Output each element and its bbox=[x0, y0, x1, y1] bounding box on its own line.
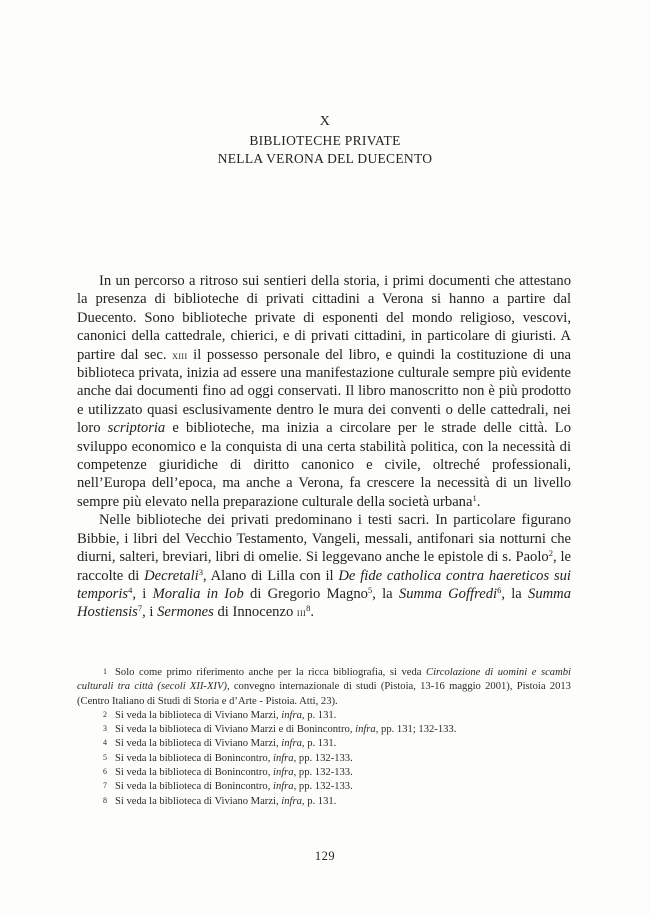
footnote-number: 1 bbox=[103, 667, 107, 676]
text-run: , p. 131. bbox=[301, 795, 337, 807]
italic-title: Summa Hostiensis bbox=[77, 585, 572, 621]
footnote-ref[interactable]: 4 bbox=[128, 584, 133, 595]
text-run: Si veda la biblioteca di Viviano Marzi e di Bonincontro, bbox=[115, 724, 356, 736]
footnote-number: 5 bbox=[103, 752, 107, 762]
italic-term: infra bbox=[273, 781, 294, 793]
text-run: Nelle biblioteche dei privati predominano i testi sacri. In particolare figurano Bibbie, i libri del Vecchio Testamento, Vangeli, messali, antifonari sia notturni che diurni, salteri, breviari, libri di omelie. Si leggevano anche le epistole di s. Paolo bbox=[77, 512, 571, 566]
italic-title: De fide catholica contra haereticos sui temporis bbox=[77, 567, 571, 602]
text-run: , pp. 132-133. bbox=[293, 781, 353, 793]
text-run: , pp. 132-133. bbox=[293, 752, 353, 764]
chapter-title-line-1: BIBLIOTECHE PRIVATE bbox=[249, 133, 401, 148]
footnotes bbox=[77, 666, 571, 809]
chapter-number: X bbox=[319, 114, 331, 129]
footnote-5 bbox=[77, 752, 571, 766]
text-run: di Innocenzo bbox=[213, 604, 297, 621]
text-run: , p. 131. bbox=[301, 709, 337, 721]
footnote-ref[interactable]: 6 bbox=[497, 584, 502, 595]
italic-title: Circolazione di uomini e scambi culturali tra città (secoli XII-XIV) bbox=[77, 667, 571, 693]
italic-title: Summa Goffredi bbox=[398, 585, 498, 602]
paragraph-2 bbox=[77, 511, 571, 621]
text-run: , la bbox=[372, 585, 399, 602]
footnote-4 bbox=[77, 737, 571, 751]
text-run: Si veda la biblioteca di Viviano Marzi, bbox=[115, 795, 282, 807]
text-run: , convegno internazionale di studi (Pistoia, 13-16 maggio 2001), Pistoia 2013 (Centro Italiano di Studi di Storia e d’Arte - Pistoia. Atti, 23). bbox=[77, 681, 571, 707]
text-run: , i bbox=[132, 585, 153, 602]
footnote-ref[interactable]: 1 bbox=[472, 492, 477, 503]
footnote-7 bbox=[77, 780, 571, 794]
italic-term: scriptoria bbox=[107, 420, 166, 437]
text-run: . bbox=[476, 493, 481, 510]
text-run: , pp. 132-133. bbox=[293, 767, 353, 779]
century-numeral: xiii bbox=[172, 347, 188, 362]
footnote-ref[interactable]: 3 bbox=[198, 566, 203, 577]
text-run: Si veda la biblioteca di Viviano Marzi, bbox=[115, 709, 282, 721]
main-text bbox=[77, 272, 571, 622]
pope-numeral: iii bbox=[296, 605, 307, 620]
italic-term: infra bbox=[355, 724, 376, 736]
page-number: 129 bbox=[314, 849, 336, 863]
footnote-number: 2 bbox=[103, 709, 107, 719]
text-run: e biblioteche, ma inizia a circolare per le strade delle città. Lo sviluppo economico e la conquista di una certa stabilità politica, con la necessità di competenze giuridiche di diritto canonico e civile, oltreché professionali, nell’Europa dell’epoca, ma anche a Verona, fa crescere la necessità di un livello sempre più elevato nella preparazione culturale della società urbana bbox=[77, 420, 571, 510]
text-run: , la bbox=[501, 585, 529, 602]
footnote-ref[interactable]: 2 bbox=[548, 548, 553, 559]
text-run: il possesso personale del libro, e quindi la costituzione di una biblioteca privata, inizia ad essere una manifestazione culturale sempre più evidente anche dai documenti fino ad oggi conservati. Il libro manoscritto non è più prodotto e utilizzato quasi esclusivamente dentro le mura dei conventi o delle cattedrali, nei loro bbox=[77, 346, 572, 437]
italic-term: infra bbox=[273, 767, 294, 779]
text-run: . bbox=[310, 604, 314, 621]
footnote-2 bbox=[77, 709, 571, 723]
footnote-number: 7 bbox=[103, 781, 107, 791]
footnote-number: 3 bbox=[103, 724, 107, 734]
footnote-6 bbox=[77, 766, 571, 780]
italic-term: infra bbox=[281, 738, 302, 750]
text-run: Si veda la biblioteca di Bonincontro, bbox=[115, 781, 273, 793]
chapter-title-line-2: NELLA VERONA DEL DUECENTO bbox=[217, 151, 433, 166]
text-run: Si veda la biblioteca di Bonincontro, bbox=[115, 767, 273, 779]
text-run: , Alano di Lilla con il bbox=[202, 567, 339, 584]
text-run: di Gregorio Magno bbox=[243, 585, 368, 602]
footnote-ref[interactable]: 5 bbox=[367, 584, 373, 595]
italic-title: Decretali bbox=[144, 567, 199, 584]
text-run: Si veda la biblioteca di Bonincontro, bbox=[115, 752, 273, 764]
text-run: Si veda la biblioteca di Viviano Marzi, bbox=[115, 738, 282, 750]
text-run: , pp. 131; 132-133. bbox=[375, 724, 457, 736]
text-run: , le raccolte di bbox=[77, 549, 571, 584]
footnote-number: 8 bbox=[103, 795, 107, 805]
text-run: , p. 131. bbox=[301, 738, 337, 750]
footnote-8 bbox=[77, 795, 571, 809]
italic-title: Sermones bbox=[157, 604, 214, 621]
italic-term: infra bbox=[281, 709, 302, 721]
italic-title: Moralia in Iob bbox=[152, 585, 244, 602]
footnote-1 bbox=[77, 666, 571, 709]
italic-term: infra bbox=[281, 795, 302, 807]
paragraph-1 bbox=[77, 272, 571, 511]
footnote-3 bbox=[77, 723, 571, 737]
footnote-number: 6 bbox=[103, 767, 107, 777]
text-run: Solo come primo riferimento anche per la ricca bibliografia, si veda bbox=[115, 667, 427, 678]
text-run: In un percorso a ritroso sui sentieri della storia, i primi documenti che attestano la presenza di biblioteche di privati cittadini a Verona si hanno a partire dal Duecento. Sono biblioteche private di esponenti del mondo religioso, vescovi, canonici della cattedrale, chierici, e di privati cittadini, in particolare di giuristi. A partire dal sec. bbox=[77, 273, 571, 363]
footnote-ref[interactable]: 7 bbox=[137, 603, 143, 614]
text-run: , i bbox=[142, 604, 158, 621]
footnote-number: 4 bbox=[103, 738, 107, 748]
italic-term: infra bbox=[273, 752, 294, 764]
footnote-ref[interactable]: 8 bbox=[306, 603, 311, 614]
